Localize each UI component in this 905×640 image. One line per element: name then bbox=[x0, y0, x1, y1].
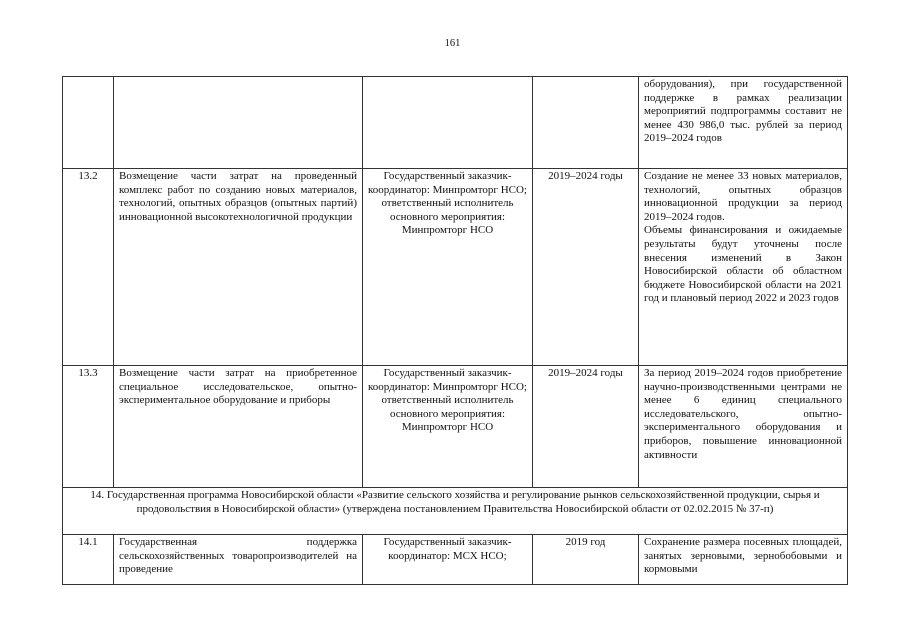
executor-cell: Государственный заказчик-координатор: Минпромторг НСО; ответственный исполнитель основного мероприятия: Минпромторг НСО bbox=[363, 169, 533, 366]
period-cell bbox=[533, 77, 639, 169]
expected-result-note: Объемы финансирования и ожидаемые результаты будут уточнены после внесения изменений в Закон Новосибирской области об областном бюджете Новосибирской области на 2021 год и плановый период 2022 и 2023 годов bbox=[644, 224, 842, 305]
row-number-cell: 13.2 bbox=[63, 169, 114, 366]
period-cell: 2019–2024 годы bbox=[533, 169, 639, 366]
measure-name-cell: Возмещение части затрат на проведенный комплекс работ по созданию новых материалов, технологий, опытных образцов (опытных партий) инновационной высокотехнологичной продукции bbox=[114, 169, 363, 366]
expected-result-cell bbox=[639, 169, 848, 366]
row-number-cell bbox=[63, 77, 114, 169]
page-number: 161 bbox=[444, 38, 461, 49]
period-cell: 2019–2024 годы bbox=[533, 366, 639, 488]
section-header-row bbox=[63, 488, 848, 535]
program-measures-table bbox=[62, 76, 848, 585]
period-cell: 2019 год bbox=[533, 535, 639, 585]
measure-name-cell bbox=[114, 77, 363, 169]
row-number-cell: 13.3 bbox=[63, 366, 114, 488]
measure-name-cell: Возмещение части затрат на приобретенное специальное исследовательское, опытно-экспериментальное оборудование и приборы bbox=[114, 366, 363, 488]
expected-result-cell: Сохранение размера посевных площадей, занятых зерновыми, зернобобовыми и кормовыми bbox=[639, 535, 848, 585]
executor-cell bbox=[363, 77, 533, 169]
expected-result-cell: За период 2019–2024 годов приобретение научно-производственными центрами не менее 6 единиц специального исследовательского, опытно-экспериментального оборудования и приборов, повышение инновационной активности bbox=[639, 366, 848, 488]
executor-cell: Государственный заказчик-координатор: Минпромторг НСО; ответственный исполнитель основного мероприятия: Минпромторг НСО bbox=[363, 366, 533, 488]
table-row-13-3 bbox=[63, 366, 848, 488]
measure-name-cell: Государственная поддержка сельскохозяйственных товаропроизводителей на проведение bbox=[114, 535, 363, 585]
expected-result-cell: оборудования), при государственной поддержке в рамках реализации мероприятий подпрограммы составит не менее 430 986,0 тыс. рублей за период 2019–2024 годов bbox=[639, 77, 848, 169]
row-number-cell: 14.1 bbox=[63, 535, 114, 585]
expected-result-text: Создание не менее 33 новых материалов, технологий, опытных образцов инновационной продукции за период 2019–2024 годов. bbox=[644, 170, 842, 223]
table-row-14-1 bbox=[63, 535, 848, 585]
table-row-13-2 bbox=[63, 169, 848, 366]
table-row-continuation bbox=[63, 77, 848, 169]
executor-cell: Государственный заказчик-координатор: МСХ НСО; bbox=[363, 535, 533, 585]
section-title: 14. Государственная программа Новосибирской области «Развитие сельского хозяйства и регулирование рынков сельскохозяйственной продукции, сырья и продовольствия в Новосибирской области» (утверждена постановлением Правительства Новосибирской области от 02.02.2015 № 37-п) bbox=[63, 488, 848, 535]
